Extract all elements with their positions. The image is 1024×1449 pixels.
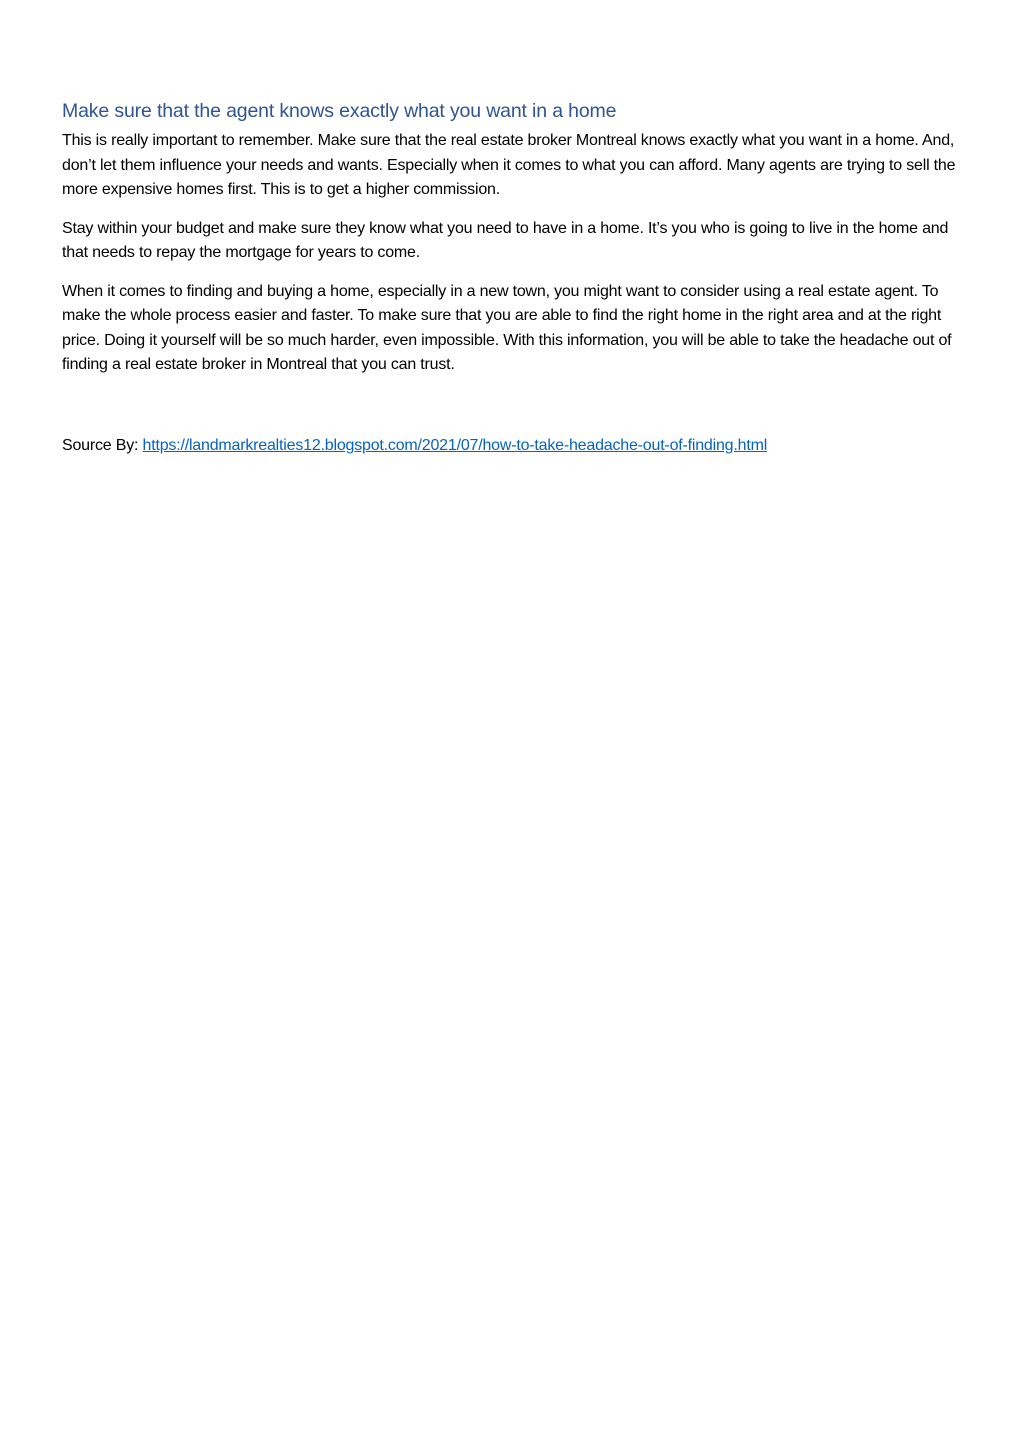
source-line <box>62 434 967 458</box>
document-body <box>62 97 967 392</box>
paragraph-3: When it comes to finding and buying a home, especially in a new town, you might want to consider using a real estate agent. To make the whole process easier and faster. To make sure that you are able to find the right home in the right area and at the right price. Doing it yourself will be so much harder, even impossible. With this information, you will be able to take the headache out of finding a real estate broker in Montreal that you can trust. <box>62 282 952 373</box>
source-link[interactable]: https://landmarkrealties12.blogspot.com/2021/07/how-to-take-headache-out-of-finding.html <box>142 437 768 454</box>
section-heading: Make sure that the agent knows exactly what you want in a home <box>62 100 617 122</box>
paragraph-1: This is really important to remember. Make sure that the real estate broker Montreal knows exactly what you want in a home. And, don’t let them influence your needs and wants. Especially when it comes to what you can afford. Many agents are trying to sell the more expensive homes first. This is to get a higher commission. <box>62 132 956 198</box>
paragraph-2: Stay within your budget and make sure they know what you need to have in a home. It’s you who is going to live in the home and that needs to repay the mortgage for years to come. <box>62 219 949 261</box>
source-label: Source By: <box>62 437 143 454</box>
